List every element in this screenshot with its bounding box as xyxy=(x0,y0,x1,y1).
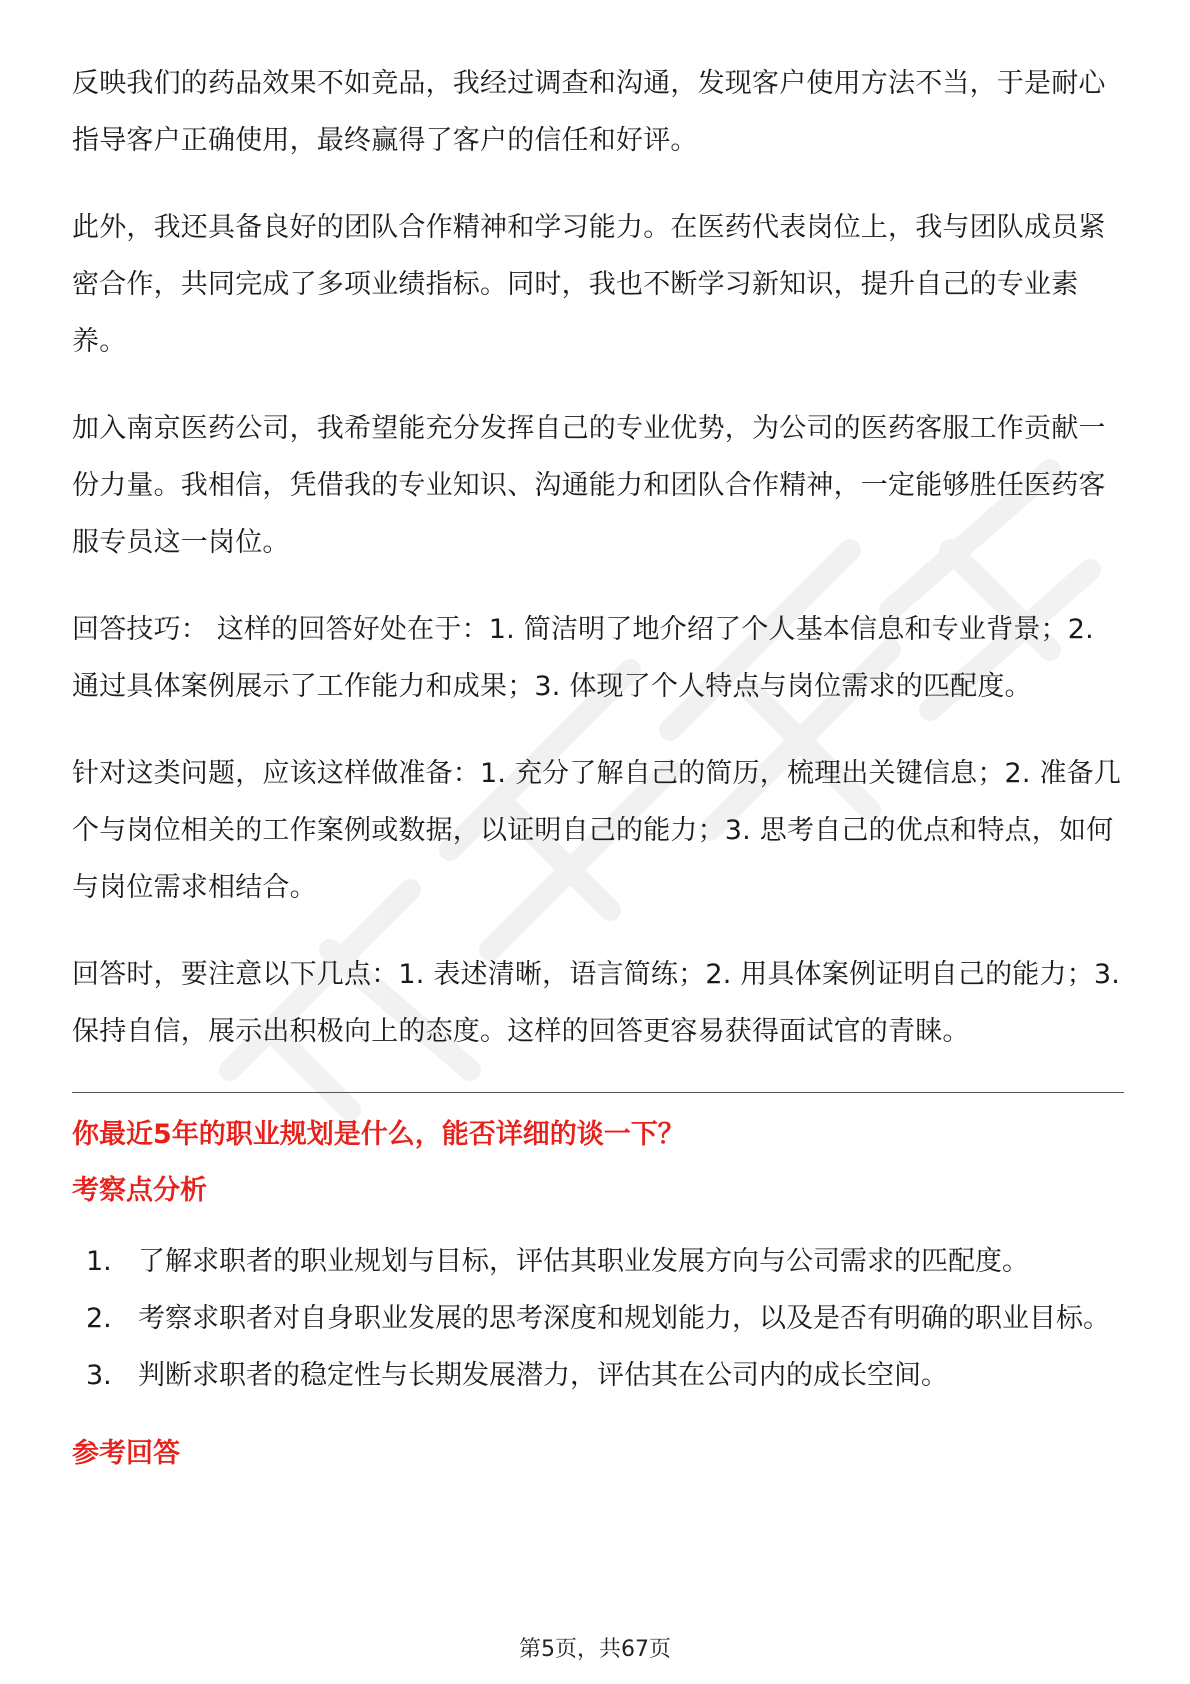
list-item xyxy=(86,1347,1124,1404)
question-title: 你最近5年的职业规划是什么，能否详细的谈一下？ xyxy=(72,1119,685,1150)
section-divider xyxy=(72,1092,1124,1093)
analysis-list xyxy=(72,1233,1124,1404)
analysis-heading: 考察点分析 xyxy=(72,1175,207,1206)
list-item xyxy=(86,1290,1124,1347)
paragraph-1: 反映我们的药品效果不如竞品，我经过调查和沟通，发现客户使用方法不当，于是耐心指导客户正确使用，最终赢得了客户的信任和好评。 xyxy=(72,68,1106,156)
list-item-number: 2. xyxy=(86,1303,112,1334)
paragraph-3: 加入南京医药公司，我希望能充分发挥自己的专业优势，为公司的医药客服工作贡献一份力量。我相信，凭借我的专业知识、沟通能力和团队合作精神，一定能够胜任医药客服专员这一岗位。 xyxy=(72,413,1106,558)
list-item-text: 了解求职者的职业规划与目标，评估其职业发展方向与公司需求的匹配度。 xyxy=(138,1246,1029,1277)
list-item-number: 1. xyxy=(86,1246,112,1277)
list-item-number: 3. xyxy=(86,1360,112,1391)
list-item-text: 考察求职者对自身职业发展的思考深度和规划能力，以及是否有明确的职业目标。 xyxy=(138,1303,1110,1334)
list-item-text: 判断求职者的稳定性与长期发展潜力，评估其在公司内的成长空间。 xyxy=(138,1360,948,1391)
paragraph-answer-tips: 回答技巧： 这样的回答好处在于：1. 简洁明了地介绍了个人基本信息和专业背景；2. 通过具体案例展示了工作能力和成果；3. 体现了个人特点与岗位需求的匹配度。 xyxy=(72,614,1094,702)
document-body xyxy=(72,55,1124,1496)
page-footer: 第5页，共67页 xyxy=(519,1637,671,1662)
paragraph-2: 此外，我还具备良好的团队合作精神和学习能力。在医药代表岗位上，我与团队成员紧密合作，共同完成了多项业绩指标。同时，我也不断学习新知识，提升自己的专业素养。 xyxy=(72,212,1106,357)
paragraph-answer-notes: 回答时，要注意以下几点：1. 表述清晰，语言简练；2. 用具体案例证明自己的能力；3. 保持自信，展示出积极向上的态度。这样的回答更容易获得面试官的青睐。 xyxy=(72,959,1121,1047)
reference-answer-heading: 参考回答 xyxy=(72,1438,180,1469)
list-item xyxy=(86,1233,1124,1290)
paragraph-preparation: 针对这类问题，应该这样做准备：1. 充分了解自己的简历，梳理出关键信息；2. 准备几个与岗位相关的工作案例或数据，以证明自己的能力；3. 思考自己的优点和特点，如何与岗位需求相结合。 xyxy=(72,758,1122,903)
